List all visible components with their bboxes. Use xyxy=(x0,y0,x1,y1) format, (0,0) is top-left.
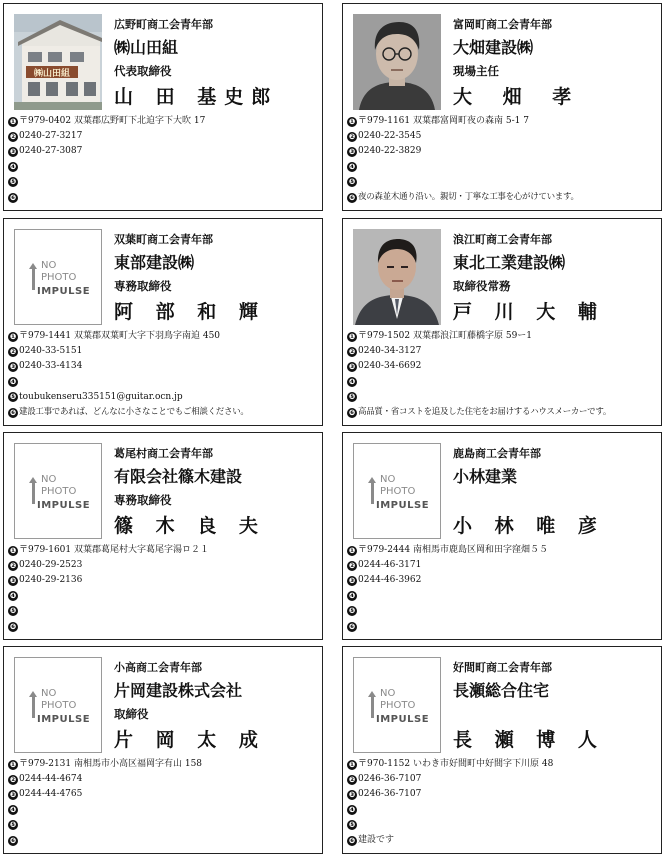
tel: 0240-33-5151 xyxy=(19,346,83,357)
no-photo-placeholder xyxy=(14,657,102,753)
marker-1-icon: ❶ xyxy=(348,759,356,769)
url-row xyxy=(347,803,658,818)
no-photo-placeholder xyxy=(353,443,441,539)
job-title: 専務取締役 xyxy=(114,279,172,293)
business-card xyxy=(3,432,323,640)
tel-row xyxy=(347,344,658,359)
contact-info xyxy=(8,757,319,848)
marker-2-icon: ❷ xyxy=(9,131,17,141)
business-card xyxy=(3,646,323,854)
fax-row xyxy=(347,787,658,802)
url-row xyxy=(347,375,658,390)
marker-4-icon: ❹ xyxy=(9,377,17,387)
building-photo xyxy=(14,14,102,110)
tel-row xyxy=(8,558,319,573)
job-title: 代表取締役 xyxy=(114,64,172,78)
org-name: 広野町商工会青年部 xyxy=(114,18,213,31)
tel: 0240-34-3127 xyxy=(358,346,422,357)
org-name: 富岡町商工会青年部 xyxy=(453,18,552,31)
address-row xyxy=(8,543,319,558)
url-row xyxy=(8,803,319,818)
arrow-up-icon xyxy=(32,482,35,504)
impulse-logo: IMPULSE xyxy=(37,500,91,511)
email-row xyxy=(8,175,319,190)
marker-2-icon: ❷ xyxy=(9,774,17,784)
marker-2-icon: ❷ xyxy=(348,774,356,784)
fax-row xyxy=(347,359,658,374)
company-name: 小林建業 xyxy=(453,467,518,486)
marker-2-icon: ❷ xyxy=(348,560,356,570)
url-row xyxy=(347,589,658,604)
marker-1-icon: ❶ xyxy=(9,331,17,341)
marker-3-icon: ❸ xyxy=(9,789,17,799)
no-photo-label: PHOTO xyxy=(41,272,77,283)
impulse-logo: IMPULSE xyxy=(376,500,430,511)
email-row xyxy=(8,818,319,833)
marker-1-icon: ❶ xyxy=(348,116,356,126)
marker-5-icon: ❺ xyxy=(348,392,356,402)
fax: 0240-22-3829 xyxy=(358,146,422,157)
address: 〒970-1152 いわき市好間町中好間字下川原 48 xyxy=(358,759,554,769)
marker-3-icon: ❸ xyxy=(348,146,356,156)
marker-6-icon: ❻ xyxy=(348,621,356,631)
tel: 0240-27-3217 xyxy=(19,131,83,142)
person-name: 戸 川 大 輔 xyxy=(453,301,605,323)
pr-row xyxy=(8,405,319,420)
marker-5-icon: ❺ xyxy=(348,606,356,616)
address: 〒979-1601 双葉郡葛尾村大字葛尾字湯ロ２１ xyxy=(19,545,209,555)
tel: 0244-46-3171 xyxy=(358,560,422,571)
marker-6-icon: ❻ xyxy=(9,192,17,202)
business-card xyxy=(3,218,323,426)
address-row xyxy=(347,114,658,129)
person-name: 片 岡 太 成 xyxy=(114,729,266,751)
tel-row xyxy=(347,129,658,144)
address: 〒979-1502 双葉郡浪江町藤橋字原 59ー1 xyxy=(358,331,533,341)
marker-2-icon: ❷ xyxy=(9,346,17,356)
marker-4-icon: ❹ xyxy=(348,805,356,815)
marker-2-icon: ❷ xyxy=(348,131,356,141)
no-photo-label: NO xyxy=(41,260,57,271)
business-card xyxy=(3,3,323,211)
marker-3-icon: ❸ xyxy=(9,146,17,156)
url-row xyxy=(8,589,319,604)
job-title: 取締役常務 xyxy=(453,279,511,293)
marker-1-icon: ❶ xyxy=(9,116,17,126)
pr-text: 夜の森並木通り沿い。親切・丁寧な工事を心がけています。 xyxy=(358,191,579,202)
person-name: 山 田 基史郎 xyxy=(114,86,279,108)
address-row xyxy=(347,329,658,344)
fax: 0240-34-6692 xyxy=(358,361,422,372)
fax: 0240-33-4134 xyxy=(19,361,83,372)
pr-text: 建設工事であれば、どんなに小さなことでもご相談ください。 xyxy=(19,406,249,417)
marker-3-icon: ❸ xyxy=(9,361,17,371)
email-row xyxy=(8,604,319,619)
contact-info xyxy=(347,757,658,848)
impulse-logo: IMPULSE xyxy=(376,714,430,725)
fax-row xyxy=(8,787,319,802)
pr-row xyxy=(347,833,658,848)
pr-row xyxy=(347,619,658,634)
marker-6-icon: ❻ xyxy=(9,621,17,631)
business-card xyxy=(342,432,662,640)
no-photo-placeholder xyxy=(14,229,102,325)
marker-1-icon: ❶ xyxy=(348,331,356,341)
job-title: 取締役 xyxy=(114,707,149,721)
company-name: 有限会社篠木建設 xyxy=(114,467,243,486)
fax-row xyxy=(347,573,658,588)
pr-row xyxy=(347,405,658,420)
tel: 0246-36-7107 xyxy=(358,774,422,785)
fax: 0240-29-2136 xyxy=(19,575,83,586)
no-photo-label: NO xyxy=(380,688,396,699)
pr-text: 建設です xyxy=(358,834,395,845)
address-row xyxy=(8,114,319,129)
pr-row xyxy=(8,619,319,634)
tel-row xyxy=(8,129,319,144)
org-name: 小高商工会青年部 xyxy=(114,661,202,674)
no-photo-label: PHOTO xyxy=(380,486,416,497)
business-card xyxy=(342,646,662,854)
marker-6-icon: ❻ xyxy=(9,835,17,845)
no-photo-label: PHOTO xyxy=(41,700,77,711)
arrow-up-icon xyxy=(32,696,35,718)
contact-info xyxy=(8,329,319,420)
address-row xyxy=(347,543,658,558)
job-title: 現場主任 xyxy=(453,64,499,78)
company-name: 東部建設㈱ xyxy=(114,253,195,272)
email-row xyxy=(347,604,658,619)
marker-4-icon: ❹ xyxy=(9,591,17,601)
tel-row xyxy=(347,558,658,573)
email[interactable]: toubukenseru335151@guitar.ocn.jp xyxy=(19,391,183,402)
email-row xyxy=(347,390,658,405)
fax: 0240-27-3087 xyxy=(19,146,83,157)
company-name: 東北工業建設㈱ xyxy=(453,253,566,272)
business-card xyxy=(342,3,662,211)
person-photo xyxy=(353,14,441,110)
org-name: 双葉町商工会青年部 xyxy=(114,233,213,246)
tel-row xyxy=(347,772,658,787)
marker-5-icon: ❺ xyxy=(348,177,356,187)
marker-4-icon: ❹ xyxy=(348,591,356,601)
company-name: 片岡建設株式会社 xyxy=(114,681,243,700)
fax: 0244-46-3962 xyxy=(358,575,422,586)
contact-info xyxy=(8,114,319,205)
person-name: 小 林 唯 彦 xyxy=(453,515,605,537)
email-row xyxy=(8,390,319,405)
building-sign-text: ㈱山田組 xyxy=(33,69,71,79)
marker-1-icon: ❶ xyxy=(9,545,17,555)
org-name: 浪江町商工会青年部 xyxy=(453,233,552,246)
no-photo-label: NO xyxy=(41,688,57,699)
marker-3-icon: ❸ xyxy=(348,575,356,585)
contact-info xyxy=(347,543,658,634)
arrow-up-icon xyxy=(32,268,35,290)
marker-2-icon: ❷ xyxy=(9,560,17,570)
marker-4-icon: ❹ xyxy=(348,162,356,172)
fax: 0244-44-4765 xyxy=(19,789,83,800)
marker-1-icon: ❶ xyxy=(9,759,17,769)
no-photo-label: PHOTO xyxy=(41,486,77,497)
marker-3-icon: ❸ xyxy=(348,361,356,371)
impulse-logo: IMPULSE xyxy=(37,286,91,297)
address: 〒979-2131 南相馬市小高区福岡字有山 158 xyxy=(19,759,203,769)
pr-row xyxy=(8,833,319,848)
marker-4-icon: ❹ xyxy=(9,805,17,815)
address-row xyxy=(347,757,658,772)
contact-info xyxy=(347,329,658,420)
address: 〒979-1161 双葉郡富岡町夜の森南 5-1 7 xyxy=(358,116,529,126)
company-name: 大畑建設㈱ xyxy=(453,38,534,57)
no-photo-label: PHOTO xyxy=(380,700,416,711)
person-name: 篠 木 良 夫 xyxy=(114,515,266,537)
impulse-logo: IMPULSE xyxy=(37,714,91,725)
marker-3-icon: ❸ xyxy=(9,575,17,585)
person-name: 阿 部 和 輝 xyxy=(114,301,266,323)
arrow-up-icon xyxy=(371,482,374,504)
org-name: 鹿島商工会青年部 xyxy=(453,447,541,460)
marker-6-icon: ❻ xyxy=(348,835,356,845)
org-name: 好間町商工会青年部 xyxy=(453,661,552,674)
no-photo-label: NO xyxy=(380,474,396,485)
marker-5-icon: ❺ xyxy=(348,820,356,830)
address: 〒979-2444 南相馬市鹿島区岡和田字窪畑５５ xyxy=(358,545,548,555)
email-row xyxy=(347,175,658,190)
marker-6-icon: ❻ xyxy=(9,407,17,417)
company-name: 長瀬総合住宅 xyxy=(453,681,550,700)
no-photo-placeholder xyxy=(353,657,441,753)
marker-5-icon: ❺ xyxy=(9,392,17,402)
address-row xyxy=(8,329,319,344)
arrow-up-icon xyxy=(371,696,374,718)
marker-5-icon: ❺ xyxy=(9,606,17,616)
marker-5-icon: ❺ xyxy=(9,177,17,187)
company-name: ㈱山田組 xyxy=(114,38,179,57)
url-row xyxy=(347,160,658,175)
job-title: 専務取締役 xyxy=(114,493,172,507)
tel: 0240-29-2523 xyxy=(19,560,83,571)
person-name: 大 畑 孝 xyxy=(453,86,584,108)
fax-row xyxy=(8,144,319,159)
url-row xyxy=(8,375,319,390)
marker-3-icon: ❸ xyxy=(348,789,356,799)
tel: 0244-44-4674 xyxy=(19,774,83,785)
address: 〒979-1441 双葉郡双葉町大字下羽鳥字南迫 450 xyxy=(19,331,221,341)
marker-1-icon: ❶ xyxy=(348,545,356,555)
fax-row xyxy=(8,573,319,588)
person-photo xyxy=(353,229,441,325)
no-photo-placeholder xyxy=(14,443,102,539)
tel-row xyxy=(8,344,319,359)
org-name: 葛尾村商工会青年部 xyxy=(114,447,213,460)
marker-4-icon: ❹ xyxy=(348,377,356,387)
pr-row xyxy=(347,190,658,205)
fax-row xyxy=(8,359,319,374)
tel-row xyxy=(8,772,319,787)
marker-4-icon: ❹ xyxy=(9,162,17,172)
address: 〒979-0402 双葉郡広野町下北迫字下大吹 17 xyxy=(19,116,206,126)
fax: 0246-36-7107 xyxy=(358,789,422,800)
pr-row xyxy=(8,190,319,205)
marker-6-icon: ❻ xyxy=(348,407,356,417)
fax-row xyxy=(347,144,658,159)
marker-2-icon: ❷ xyxy=(348,346,356,356)
email-row xyxy=(347,818,658,833)
marker-5-icon: ❺ xyxy=(9,820,17,830)
tel: 0240-22-3545 xyxy=(358,131,422,142)
no-photo-label: NO xyxy=(41,474,57,485)
business-card xyxy=(342,218,662,426)
url-row xyxy=(8,160,319,175)
pr-text: 高品質・省コストを追及した住宅をお届けするハウスメーカーです。 xyxy=(358,406,612,417)
address-row xyxy=(8,757,319,772)
person-name: 長 瀬 博 人 xyxy=(453,729,605,751)
contact-info xyxy=(347,114,658,205)
marker-6-icon: ❻ xyxy=(348,192,356,202)
contact-info xyxy=(8,543,319,634)
